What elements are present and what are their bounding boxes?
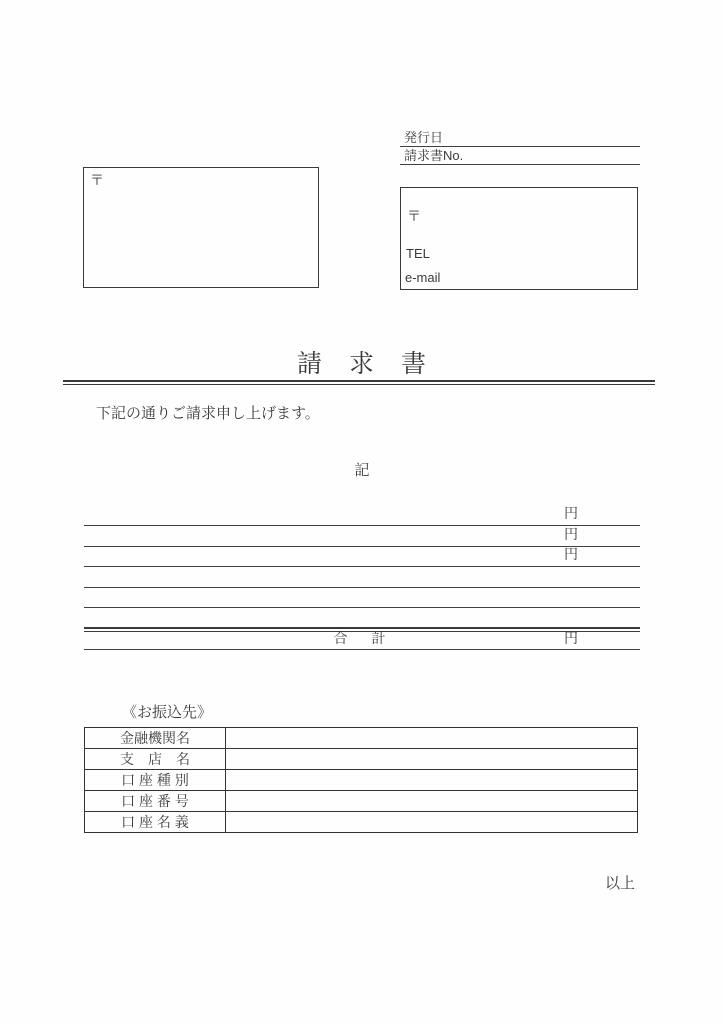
bank-row-value — [226, 749, 638, 770]
table-row — [85, 812, 638, 833]
bank-row-value — [226, 791, 638, 812]
table-row — [85, 728, 638, 749]
postal-mark: 〒 — [90, 172, 104, 188]
yen-unit-label: 円 — [564, 526, 578, 542]
recipient-address-box — [83, 167, 319, 288]
bank-row-label: 支 店 名 — [85, 749, 226, 770]
sender-tel-label: TEL — [406, 246, 430, 261]
closing-text: 以上 — [605, 875, 636, 892]
total-label: 合 計 — [333, 630, 391, 646]
billing-row — [84, 567, 640, 588]
invoice-number-value — [463, 148, 471, 163]
page-title: 請 求 書 — [296, 350, 427, 378]
postal-mark: 〒 — [407, 208, 421, 224]
issue-date-label: 発行日 — [404, 130, 444, 145]
invoice-number-label: 請求書No. — [404, 148, 464, 163]
yen-unit-label: 円 — [564, 546, 578, 562]
total-row — [84, 632, 640, 650]
yen-unit-label: 円 — [564, 505, 578, 521]
bank-row-label: 口 座 種 別 — [85, 770, 226, 791]
title-double-rule — [63, 380, 655, 385]
billing-row — [84, 505, 640, 526]
bank-row-value — [226, 728, 638, 749]
table-row — [85, 791, 638, 812]
billing-row — [84, 547, 640, 567]
invoice-number-field — [400, 147, 640, 165]
bank-transfer-table — [84, 727, 638, 833]
bank-row-label: 金融機関名 — [85, 728, 226, 749]
bank-row-label: 口 座 番 号 — [85, 791, 226, 812]
billing-row — [84, 588, 640, 608]
bank-row-value — [226, 812, 638, 833]
issue-date-field — [400, 129, 640, 147]
table-row — [85, 749, 638, 770]
issue-date-value — [443, 130, 451, 145]
sender-email-label: e-mail — [405, 270, 441, 285]
billing-row — [84, 526, 640, 547]
note-mark: 記 — [354, 462, 370, 479]
yen-unit-label: 円 — [564, 630, 578, 646]
billing-lines-section — [84, 505, 640, 650]
spacer — [84, 608, 640, 627]
greeting-text: 下記の通りご請求申し上げます。 — [96, 405, 320, 422]
bank-transfer-heading: 《お振込先》 — [122, 704, 213, 721]
sender-info-box — [400, 187, 638, 290]
bank-row-value — [226, 770, 638, 791]
bank-row-label: 口 座 名 義 — [85, 812, 226, 833]
table-row — [85, 770, 638, 791]
